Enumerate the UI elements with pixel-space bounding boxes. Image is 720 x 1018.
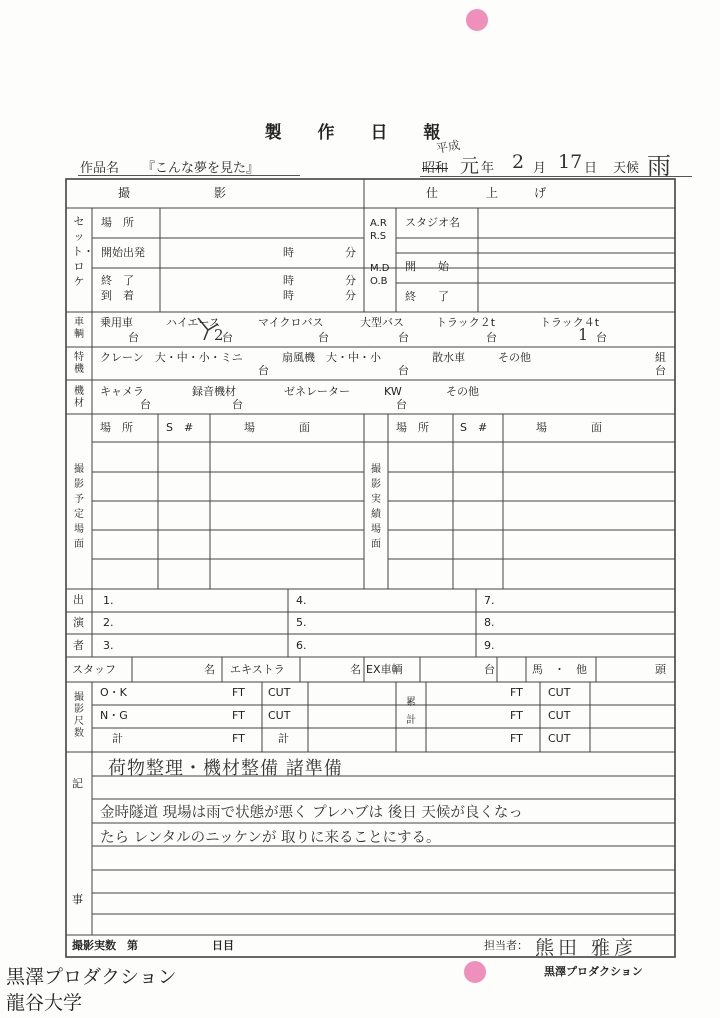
generator-label: ゼネレーター bbox=[284, 385, 350, 398]
camera-label: キャメラ bbox=[100, 385, 144, 398]
cast-number-2: 2. bbox=[103, 616, 114, 629]
vehicle-car-unit: 台 bbox=[128, 331, 139, 344]
vehicle-car: 乗用車 bbox=[100, 316, 133, 329]
cast-number-4: 4. bbox=[296, 594, 307, 607]
day-label: 日 bbox=[584, 161, 598, 176]
kw-label: KW bbox=[384, 385, 402, 398]
special-other-unit-2: 台 bbox=[655, 364, 666, 377]
footage-ok-label: O・K bbox=[100, 686, 127, 699]
special-other-label: その他 bbox=[498, 351, 531, 364]
notes-label-bottom: 事 bbox=[72, 893, 83, 906]
cumulative-total-ft: FT bbox=[510, 732, 523, 745]
cast-number-7: 7. bbox=[484, 594, 495, 607]
month-label: 月 bbox=[533, 161, 547, 176]
vehicle-truck4t: トラック４t bbox=[540, 316, 600, 329]
crane-label: クレーン 大・中・小・ミニ bbox=[100, 351, 243, 364]
cast-label-1: 出 bbox=[73, 593, 84, 606]
shooting-days-unit: 日目 bbox=[212, 939, 234, 952]
cumulative-ok-ft: FT bbox=[510, 686, 523, 699]
vehicle-truck4t-unit: 台 bbox=[596, 331, 607, 344]
sound-unit: 台 bbox=[232, 398, 243, 411]
cast-number-6: 6. bbox=[296, 639, 307, 652]
work-name: 『こんな夢を見た』 bbox=[142, 161, 260, 176]
fan-label: 扇風機 大・中・小 bbox=[282, 351, 381, 364]
vehicle-microbus-unit: 台 bbox=[318, 331, 329, 344]
arrival-hour: 時 bbox=[283, 289, 294, 302]
camera-unit: 台 bbox=[140, 398, 151, 411]
place-label: 場 所 bbox=[101, 216, 134, 229]
actual-place-header: 場 所 bbox=[396, 421, 429, 434]
extra-label: エキストラ bbox=[230, 663, 285, 676]
vehicle-bus: 大型バス bbox=[360, 316, 404, 329]
person-in-charge-name: 熊田 雅彦 bbox=[535, 937, 638, 959]
arrival-minute: 分 bbox=[345, 289, 356, 302]
actual-scene-number-header: S # bbox=[460, 421, 488, 434]
special-equipment-label: 特機 bbox=[74, 352, 84, 375]
cumulative-ok-cut: CUT bbox=[548, 686, 571, 699]
set-location-label: セット・ロケ bbox=[72, 215, 94, 288]
staff-unit: 名 bbox=[204, 663, 215, 676]
cast-number-3: 3. bbox=[103, 639, 114, 652]
departure-label: 開始出発 bbox=[101, 246, 145, 259]
end-hour: 時 bbox=[283, 274, 294, 287]
notes-label-top: 記 bbox=[72, 777, 83, 790]
shooting-header: 撮 影 bbox=[118, 186, 227, 200]
report-title: 製 作 日 報 bbox=[264, 123, 456, 143]
cast-number-1: 1. bbox=[103, 594, 114, 607]
era-printed: 昭和 bbox=[422, 161, 449, 176]
footage-ng-cut: CUT bbox=[268, 709, 291, 722]
ex-vehicle-unit: 台 bbox=[484, 663, 495, 676]
studio-name-label: スタジオ名 bbox=[405, 216, 460, 229]
actual-scene-header: 場 面 bbox=[536, 421, 602, 434]
footage-ng-label: N・G bbox=[100, 709, 128, 722]
vehicle-truck2t-unit: 台 bbox=[486, 331, 497, 344]
year-label: 年 bbox=[481, 161, 495, 176]
horse-label: 馬 ・ 他 bbox=[532, 663, 587, 676]
work-name-label: 作品名 bbox=[80, 161, 120, 176]
finishing-end-label: 終 了 bbox=[405, 290, 449, 303]
ar-rs-label: A.R R.S bbox=[370, 218, 387, 242]
footage-ok-cut: CUT bbox=[268, 686, 291, 699]
planned-scene-number-header: S # bbox=[166, 421, 194, 434]
footage-ng-ft: FT bbox=[232, 709, 245, 722]
equipment-label: 機材 bbox=[74, 386, 84, 409]
watermark-line-2: 龍谷大学 bbox=[6, 992, 83, 1014]
end-minute: 分 bbox=[345, 274, 356, 287]
weather-value: 雨 bbox=[647, 152, 671, 180]
crane-unit: 台 bbox=[258, 364, 269, 377]
day-value: 17 bbox=[558, 151, 583, 173]
actual-scenes-label: 撮影実績場面 bbox=[371, 464, 381, 550]
cast-number-9: 9. bbox=[484, 639, 495, 652]
ex-vehicle-label: EX車輌 bbox=[366, 663, 403, 676]
notes-line-3: たら レンタルのニッケンが 取りに来ることにする。 bbox=[100, 830, 441, 846]
equipment-other-label: その他 bbox=[446, 385, 479, 398]
footage-total-cut: 計 bbox=[278, 732, 289, 745]
truck4t-count: 1 bbox=[578, 325, 590, 344]
cumulative-ng-cut: CUT bbox=[548, 709, 571, 722]
notes-line-1: 荷物整理・機材整備 諸準備 bbox=[108, 758, 343, 779]
vehicle-hiace: ハイエース bbox=[166, 316, 221, 329]
vehicle-hiace-unit: 台 bbox=[222, 331, 233, 344]
finishing-start-label: 開 始 bbox=[405, 260, 449, 273]
watermark-line-1: 黒澤プロダクション bbox=[6, 966, 177, 988]
cast-label-2: 演 bbox=[73, 616, 84, 629]
person-in-charge-label: 担当者： bbox=[484, 939, 528, 952]
departure-minute: 分 bbox=[345, 246, 356, 259]
cumulative-total-cut: CUT bbox=[548, 732, 571, 745]
hiace-count: 2 bbox=[214, 326, 225, 344]
cumulative-label: 累 計 bbox=[406, 697, 426, 726]
cast-number-5: 5. bbox=[296, 616, 307, 629]
water-truck-label: 散水車 bbox=[432, 351, 465, 364]
footage-total-ft: FT bbox=[232, 732, 245, 745]
planned-scene-header: 場 面 bbox=[244, 421, 310, 434]
sound-equipment-label: 録音機材 bbox=[192, 385, 236, 398]
shooting-days-label: 撮影実数 第 bbox=[72, 939, 138, 952]
extra-unit: 名 bbox=[350, 663, 361, 676]
staff-label: スタッフ bbox=[72, 663, 116, 676]
company-name: 黒澤プロダクション bbox=[544, 965, 643, 978]
footage-total-label: 計 bbox=[112, 732, 123, 745]
cast-label-3: 者 bbox=[73, 639, 84, 652]
kw-unit: 台 bbox=[396, 398, 407, 411]
finishing-header: 仕 上 げ bbox=[426, 186, 547, 200]
cast-number-8: 8. bbox=[484, 616, 495, 629]
footage-ok-ft: FT bbox=[232, 686, 245, 699]
cumulative-ng-ft: FT bbox=[510, 709, 523, 722]
vehicle-bus-unit: 台 bbox=[398, 331, 409, 344]
vehicle-microbus: マイクロバス bbox=[258, 316, 324, 329]
vehicle-truck2t: トラック２t bbox=[436, 316, 496, 329]
notes-line-2: 金時隧道 現場は雨で状態が悪く プレハブは 後日 天候が良くなっ bbox=[100, 805, 523, 821]
planned-place-header: 場 所 bbox=[100, 421, 133, 434]
era-handwritten: 平成 bbox=[435, 138, 462, 156]
departure-hour: 時 bbox=[283, 246, 294, 259]
fan-unit: 台 bbox=[398, 364, 409, 377]
planned-scenes-label: 撮影予定場面 bbox=[74, 464, 84, 550]
weather-label: 天候 bbox=[613, 161, 640, 176]
end-label: 終 了 bbox=[101, 274, 134, 287]
arrival-label: 到 着 bbox=[101, 289, 134, 302]
vehicles-label: 車輌 bbox=[74, 317, 84, 340]
month-value: 2 bbox=[512, 151, 525, 173]
year-value: 元 bbox=[460, 155, 480, 177]
footage-label: 撮影尺数 bbox=[74, 692, 84, 739]
horse-unit: 頭 bbox=[655, 663, 666, 676]
md-ob-label: M.D O.B bbox=[370, 263, 390, 287]
special-other-unit: 組 bbox=[655, 351, 666, 364]
